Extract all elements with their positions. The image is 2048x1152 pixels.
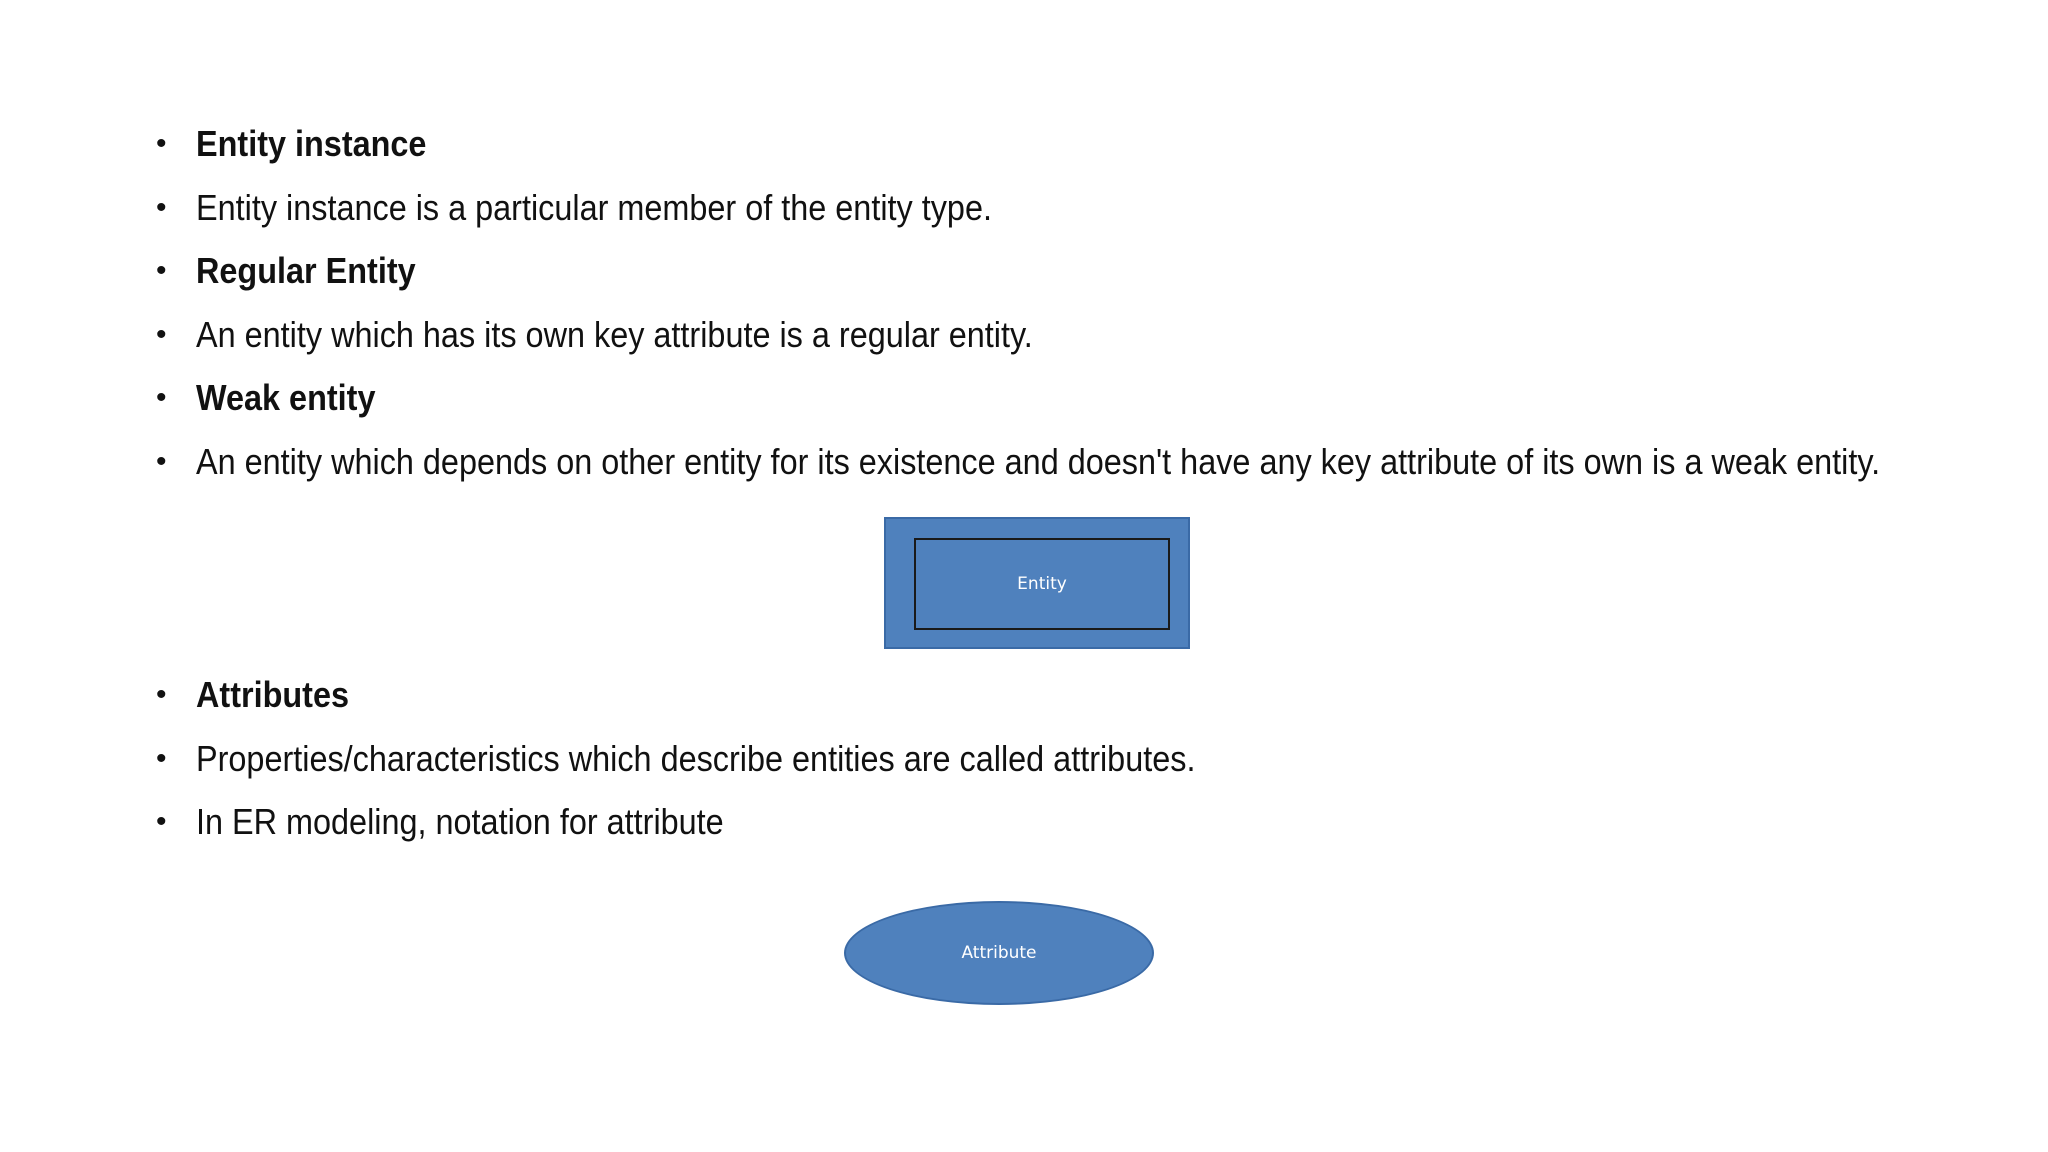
bullet-text: Entity instance (196, 123, 427, 164)
bullet-dot: • (156, 444, 167, 478)
bullet-text: In ER modeling, notation for attribute (196, 801, 724, 842)
bullet-regular-entity-definition (156, 307, 2048, 371)
bullet-entity-instance-definition (156, 180, 2048, 244)
bullet-list-attributes (156, 667, 1307, 858)
bullet-dot: • (156, 741, 167, 775)
bullet-text: Weak entity (196, 377, 376, 418)
bullet-dot: • (156, 678, 167, 711)
attribute-label: Attribute (961, 943, 1037, 963)
bullet-attributes-definition (156, 731, 1307, 795)
bullet-heading-weak-entity (156, 370, 2048, 434)
bullet-heading-entity-instance (156, 116, 2048, 180)
bullet-dot: • (156, 254, 167, 287)
bullet-heading-attributes (156, 667, 1307, 731)
weak-entity-inner-border (914, 538, 1170, 630)
bullet-attribute-notation (156, 794, 1307, 858)
bullet-dot: • (156, 127, 167, 160)
bullet-text: Regular Entity (196, 250, 416, 291)
bullet-dot: • (156, 381, 167, 414)
weak-entity-label: Entity (1017, 574, 1067, 594)
bullet-dot: • (156, 317, 167, 351)
attribute-symbol (844, 901, 1154, 1005)
bullet-text: Entity instance is a particular member of the entity type. (196, 186, 992, 228)
bullet-text: An entity which has its own key attribute is a regular entity. (196, 313, 1033, 355)
bullet-dot: • (156, 190, 167, 224)
weak-entity-symbol (884, 517, 1190, 649)
bullet-text: Properties/characteristics which describe entities are called attributes. (196, 737, 1196, 779)
bullet-text: An entity which depends on other entity for its existence and doesn't have any key attribute of its own is a weak entity. (196, 440, 1881, 482)
bullet-list-entities (156, 116, 2048, 497)
bullet-text: Attributes (196, 674, 349, 715)
bullet-weak-entity-definition (156, 434, 2048, 498)
bullet-heading-regular-entity (156, 243, 2048, 307)
bullet-dot: • (156, 805, 167, 838)
